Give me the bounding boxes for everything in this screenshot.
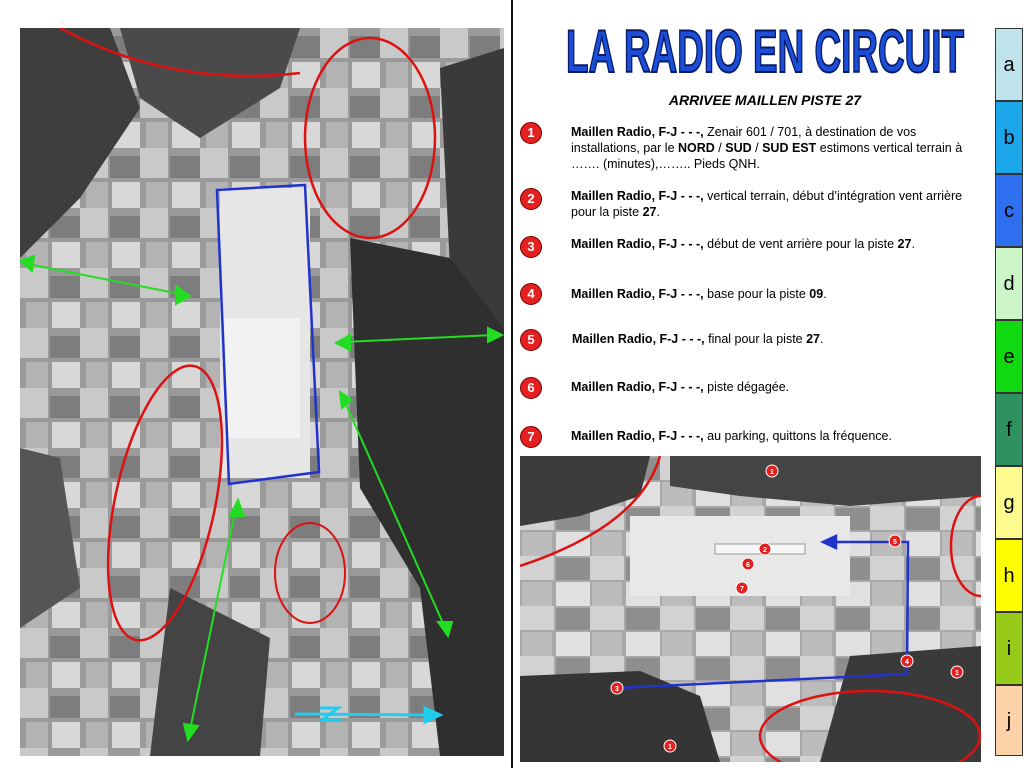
step-number-badge: 7 [520, 426, 542, 448]
step-number-badge: 6 [520, 377, 542, 399]
step-number-badge: 3 [520, 236, 542, 258]
svg-text:6: 6 [746, 562, 750, 569]
aerial-photo-left [20, 28, 504, 756]
svg-text:1: 1 [955, 670, 959, 677]
step-text: Maillen Radio, F-J - - -, base pour la piste 09. [571, 287, 827, 301]
map-marker [611, 682, 623, 694]
step-text: Maillen Radio, F-J - - -, final pour la piste 27. [572, 332, 824, 346]
tab-e[interactable]: e [995, 320, 1023, 393]
svg-text:5: 5 [893, 539, 897, 546]
step-number-badge: 2 [520, 188, 542, 210]
step-text: Maillen Radio, F-J - - -, piste dégagée. [571, 380, 790, 394]
step-text: Maillen Radio, F-J - - -, début de vent arrière pour la piste 27. [571, 237, 915, 251]
tab-j[interactable]: j [995, 685, 1023, 756]
page-subtitle: ARRIVEE MAILLEN PISTE 27 [668, 92, 862, 108]
aerial-photo-circuit [520, 456, 981, 762]
tab-c[interactable]: c [995, 174, 1023, 247]
tab-b[interactable]: b [995, 101, 1023, 174]
side-tabs [995, 28, 1024, 756]
map-marker [951, 666, 963, 678]
svg-text:2: 2 [763, 547, 767, 554]
map-marker [901, 655, 913, 667]
map-marker [889, 535, 901, 547]
map-marker [766, 465, 778, 477]
tab-i[interactable]: i [995, 612, 1023, 685]
tab-f[interactable]: f [995, 393, 1023, 466]
title-text: LA RADIO EN CIRCUIT [566, 18, 964, 82]
tab-a[interactable]: a [995, 28, 1023, 101]
tab-h[interactable]: h [995, 539, 1023, 612]
tab-d[interactable]: d [995, 247, 1023, 320]
step-number-badge: 4 [520, 283, 542, 305]
svg-text:1: 1 [770, 469, 774, 476]
map-marker [736, 582, 748, 594]
svg-text:1: 1 [668, 744, 672, 751]
map-marker [742, 558, 754, 570]
map-marker [664, 740, 676, 752]
step-text: Maillen Radio, F-J - - -, Zenair 601 / 701, à destination de vos installations, par le NORD / SUD / SUD EST estimons vertical terrain à ……. (minutes),…….. Pieds QNH. [571, 125, 963, 171]
step-text: Maillen Radio, F-J - - -, vertical terrain, début d’intégration vent arrière pour la piste 27. [571, 189, 963, 219]
step-text: Maillen Radio, F-J - - -, au parking, quittons la fréquence. [571, 429, 892, 443]
svg-text:4: 4 [905, 659, 909, 666]
tab-g[interactable]: g [995, 466, 1023, 539]
page-divider [511, 0, 513, 768]
svg-text:3: 3 [615, 686, 619, 693]
step-number-badge: 1 [520, 122, 542, 144]
page-title [560, 2, 970, 82]
step-number-badge: 5 [520, 329, 542, 351]
map-marker [759, 543, 771, 555]
svg-text:7: 7 [740, 586, 744, 593]
